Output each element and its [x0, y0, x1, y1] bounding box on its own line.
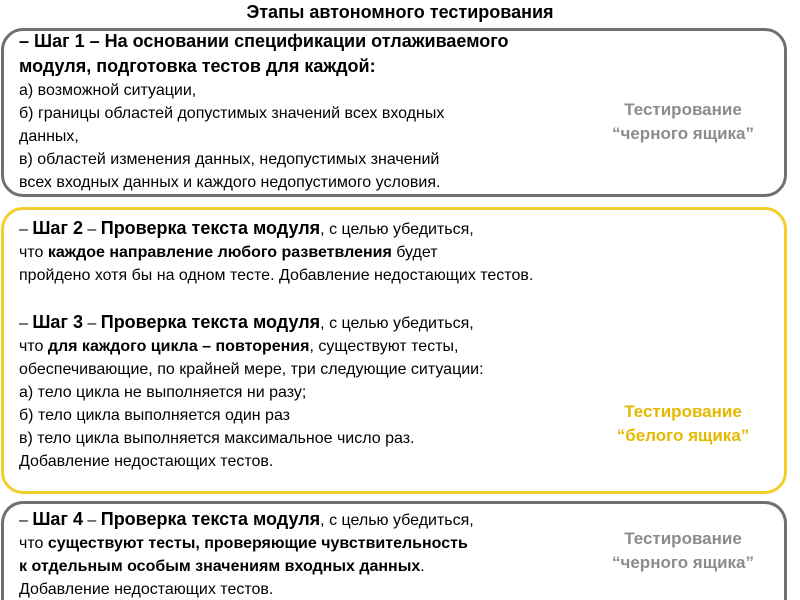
step3-item-a: а) тело цикла не выполняется ни разу;: [19, 384, 307, 401]
step3-dash2: –: [82, 315, 101, 332]
step4-content: [19, 507, 474, 600]
step4-line4: Добавление недостающих тестов.: [19, 581, 274, 598]
step3-emphasis: для каждого цикла – повторения: [47, 338, 310, 355]
spacer: [19, 287, 533, 310]
step1-item-a: а) возможной ситуации,: [19, 82, 197, 99]
step4-dash2: –: [82, 512, 101, 529]
step2-line1: [19, 216, 533, 241]
step3-line4: Добавление недостающих тестов.: [19, 453, 274, 470]
step2-dash2: –: [82, 221, 101, 238]
step1-item-b-line2: данных,: [19, 128, 79, 145]
step4-emphasis1: существуют тесты, проверяющие чувствительность: [47, 535, 468, 552]
step1-heading-line2: модуля, подготовка тестов для каждой:: [19, 56, 376, 76]
step1-label-line2: “черного ящика”: [611, 124, 754, 143]
step3-line1: [19, 310, 533, 335]
step4-purpose: , с целью убедиться,: [320, 512, 474, 529]
step4-dash: –: [19, 512, 33, 529]
step1-side-label: [598, 98, 768, 146]
step1-content: [19, 29, 509, 194]
step2-3-side-label: [598, 400, 768, 448]
step2-purpose: , с целью убедиться,: [320, 221, 474, 238]
step2-line2: [19, 241, 533, 264]
step4-line3: [19, 555, 474, 578]
step3-exist: , существуют тесты,: [309, 338, 459, 355]
step1-label-line1: Тестирование: [624, 100, 742, 119]
step1-item-c-line1: в) областей изменения данных, недопустимых значений: [19, 151, 440, 168]
step2-emphasis: каждое направление любого разветвления: [47, 244, 392, 261]
step3-item-c: в) тело цикла выполняется максимальное число раз.: [19, 430, 415, 447]
step2-will: будет: [391, 244, 438, 261]
step4-that: что: [19, 535, 48, 552]
step3-label: Шаг 3: [32, 312, 83, 332]
step4-label-line2: “черного ящика”: [611, 553, 754, 572]
step3-line3: обеспечивающие, по крайней мере, три следующие ситуации:: [19, 361, 484, 378]
step3-item-b: б) тело цикла выполняется один раз: [19, 407, 290, 424]
step1-heading-line1: – Шаг 1 – На основании спецификации отлаживаемого: [19, 31, 509, 51]
step4-label: Шаг 4: [32, 509, 83, 529]
step3-label-line2: “белого ящика”: [616, 426, 750, 445]
step4-period: .: [420, 558, 425, 575]
step2-dash: –: [19, 221, 33, 238]
step1-item-c-line2: всех входных данных и каждого недопустимого условия.: [19, 174, 441, 191]
page-title: Этапы автономного тестирования: [246, 2, 554, 22]
step4-line1: [19, 507, 474, 532]
step3-purpose: , с целью убедиться,: [320, 315, 474, 332]
step3-that: что: [19, 338, 48, 355]
step2-action: Проверка текста модуля: [100, 218, 321, 238]
step2-line3: пройдено хотя бы на одном тесте. Добавление недостающих тестов.: [19, 267, 534, 284]
step4-side-label: [598, 527, 768, 575]
step1-item-b-line1: б) границы областей допустимых значений всех входных: [19, 105, 445, 122]
step2-label: Шаг 2: [32, 218, 83, 238]
step3-label-line1: Тестирование: [624, 402, 742, 421]
step2-that: что: [19, 244, 48, 261]
step3-action: Проверка текста модуля: [100, 312, 321, 332]
step4-line2: [19, 532, 474, 555]
step3-dash: –: [19, 315, 33, 332]
step4-action: Проверка текста модуля: [100, 509, 321, 529]
step3-line2: [19, 335, 533, 358]
step4-label-line1: Тестирование: [624, 529, 742, 548]
step2-3-content: [19, 216, 533, 473]
step4-emphasis2: к отдельным особым значениям входных данных: [19, 558, 421, 575]
